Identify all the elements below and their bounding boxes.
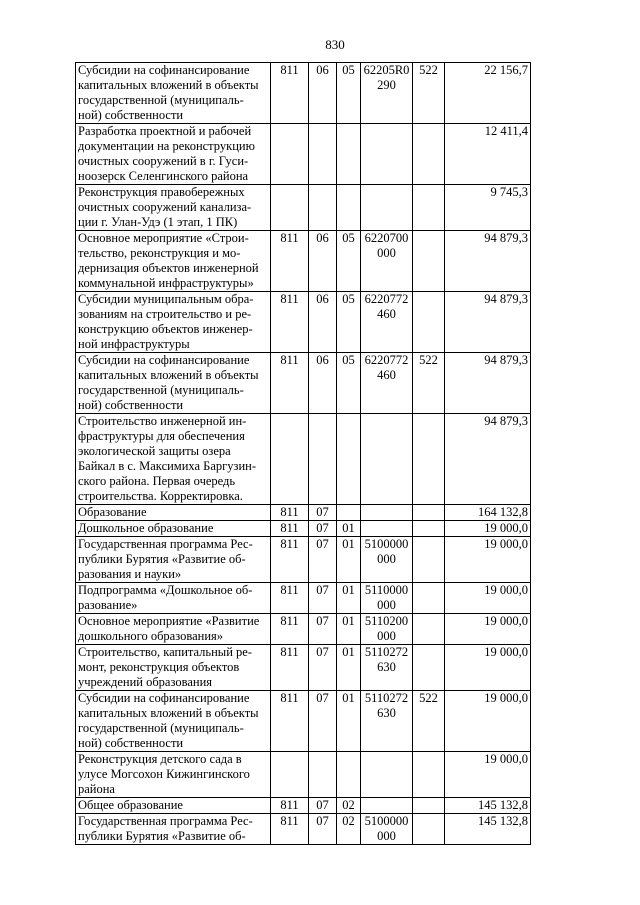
department-code	[271, 124, 309, 185]
table-row	[76, 798, 531, 814]
amount: 94 879,3	[445, 292, 531, 353]
amount: 22 156,7	[445, 63, 531, 124]
subsection-code: 05	[337, 63, 361, 124]
section-code: 07	[309, 691, 337, 752]
expense-type-code	[413, 537, 445, 583]
expense-type-code: 522	[413, 63, 445, 124]
program-code: 5110000 000	[361, 583, 413, 614]
program-code	[361, 521, 413, 537]
section-code: 07	[309, 614, 337, 645]
program-code: 5100000 000	[361, 814, 413, 845]
item-name: Государственная программа Рес- публики Бурятия «Развитие об-	[76, 814, 271, 845]
section-code: 06	[309, 292, 337, 353]
subsection-code: 01	[337, 645, 361, 691]
section-code: 07	[309, 814, 337, 845]
department-code: 811	[271, 521, 309, 537]
subsection-code: 01	[337, 537, 361, 583]
section-code: 07	[309, 645, 337, 691]
section-code: 07	[309, 505, 337, 521]
department-code: 811	[271, 614, 309, 645]
expense-type-code	[413, 614, 445, 645]
item-name: Дошкольное образование	[76, 521, 271, 537]
section-code	[309, 185, 337, 231]
subsection-code: 01	[337, 583, 361, 614]
expense-type-code	[413, 231, 445, 292]
expense-type-code	[413, 645, 445, 691]
amount: 164 132,8	[445, 505, 531, 521]
department-code: 811	[271, 505, 309, 521]
section-code: 07	[309, 583, 337, 614]
expense-type-code	[413, 798, 445, 814]
subsection-code: 01	[337, 521, 361, 537]
subsection-code	[337, 414, 361, 505]
table-row	[76, 63, 531, 124]
item-name: Субсидии на софинансирование капитальных вложений в объекты государственной (муниципаль- ной) собственности	[76, 353, 271, 414]
department-code: 811	[271, 691, 309, 752]
amount: 94 879,3	[445, 353, 531, 414]
program-code: 6220772 460	[361, 292, 413, 353]
program-code: 5110200 000	[361, 614, 413, 645]
table-row	[76, 185, 531, 231]
program-code	[361, 505, 413, 521]
section-code: 07	[309, 521, 337, 537]
table-row	[76, 752, 531, 798]
program-code	[361, 752, 413, 798]
program-code: 5100000 000	[361, 537, 413, 583]
subsection-code	[337, 185, 361, 231]
amount: 19 000,0	[445, 537, 531, 583]
amount: 12 411,4	[445, 124, 531, 185]
table-row	[76, 691, 531, 752]
item-name: Реконструкция детского сада в улусе Могсохон Кижингинского района	[76, 752, 271, 798]
department-code	[271, 185, 309, 231]
item-name: Основное мероприятие «Развитие дошкольного образования»	[76, 614, 271, 645]
item-name: Образование	[76, 505, 271, 521]
item-name: Строительство, капитальный ре- монт, реконструкция объектов учреждений образования	[76, 645, 271, 691]
item-name: Разработка проектной и рабочей документации на реконструкцию очистных сооружений в г. Гуси- ноозерск Селенгинского района	[76, 124, 271, 185]
section-code	[309, 124, 337, 185]
section-code: 07	[309, 537, 337, 583]
section-code: 06	[309, 63, 337, 124]
program-code: 6220700 000	[361, 231, 413, 292]
amount: 19 000,0	[445, 614, 531, 645]
item-name: Общее образование	[76, 798, 271, 814]
program-code: 62205R0 290	[361, 63, 413, 124]
item-name: Государственная программа Рес- публики Бурятия «Развитие об- разования и науки»	[76, 537, 271, 583]
program-code	[361, 124, 413, 185]
expense-type-code: 522	[413, 353, 445, 414]
table-row	[76, 231, 531, 292]
amount: 19 000,0	[445, 691, 531, 752]
amount: 19 000,0	[445, 521, 531, 537]
department-code: 811	[271, 63, 309, 124]
amount: 19 000,0	[445, 752, 531, 798]
department-code: 811	[271, 583, 309, 614]
expense-type-code	[413, 752, 445, 798]
expense-type-code	[413, 185, 445, 231]
item-name: Строительство инженерной ин- фраструктуры для обеспечения экологической защиты озера Байкал в с. Максимиха Баргузин- ского района. Первая очередь строительства. Корректировка.	[76, 414, 271, 505]
department-code: 811	[271, 292, 309, 353]
expense-type-code	[413, 814, 445, 845]
table-row	[76, 353, 531, 414]
program-code	[361, 798, 413, 814]
department-code: 811	[271, 537, 309, 583]
subsection-code: 05	[337, 292, 361, 353]
amount: 94 879,3	[445, 414, 531, 505]
subsection-code: 05	[337, 231, 361, 292]
subsection-code: 01	[337, 614, 361, 645]
budget-table	[75, 62, 531, 845]
table-row	[76, 505, 531, 521]
department-code	[271, 752, 309, 798]
program-code: 6220772 460	[361, 353, 413, 414]
item-name: Реконструкция правобережных очистных сооружений канализа- ции г. Улан-Удэ (1 этап, 1 ПК)	[76, 185, 271, 231]
section-code	[309, 752, 337, 798]
subsection-code: 01	[337, 691, 361, 752]
table-row	[76, 414, 531, 505]
expense-type-code	[413, 124, 445, 185]
section-code: 07	[309, 798, 337, 814]
subsection-code: 02	[337, 798, 361, 814]
table-row	[76, 645, 531, 691]
page-number: 830	[325, 37, 345, 52]
item-name: Субсидии на софинансирование капитальных вложений в объекты государственной (муниципаль- ной) собственности	[76, 691, 271, 752]
program-code	[361, 185, 413, 231]
subsection-code	[337, 505, 361, 521]
subsection-code	[337, 124, 361, 185]
amount: 94 879,3	[445, 231, 531, 292]
subsection-code	[337, 752, 361, 798]
amount: 9 745,3	[445, 185, 531, 231]
program-code	[361, 414, 413, 505]
expense-type-code	[413, 292, 445, 353]
item-name: Основное мероприятие «Строи- тельство, реконструкция и мо- дернизация объектов инженерной коммунальной инфраструктуры»	[76, 231, 271, 292]
table-row	[76, 583, 531, 614]
program-code: 5110272 630	[361, 645, 413, 691]
expense-type-code	[413, 583, 445, 614]
expense-type-code	[413, 414, 445, 505]
amount: 19 000,0	[445, 645, 531, 691]
department-code: 811	[271, 353, 309, 414]
item-name: Подпрограмма «Дошкольное об- разование»	[76, 583, 271, 614]
expense-type-code	[413, 505, 445, 521]
department-code	[271, 414, 309, 505]
table-row	[76, 537, 531, 583]
program-code: 5110272 630	[361, 691, 413, 752]
expense-type-code: 522	[413, 691, 445, 752]
subsection-code: 02	[337, 814, 361, 845]
section-code: 06	[309, 353, 337, 414]
amount: 145 132,8	[445, 814, 531, 845]
department-code: 811	[271, 798, 309, 814]
section-code: 06	[309, 231, 337, 292]
subsection-code: 05	[337, 353, 361, 414]
department-code: 811	[271, 814, 309, 845]
table-row	[76, 614, 531, 645]
expense-type-code	[413, 521, 445, 537]
section-code	[309, 414, 337, 505]
amount: 145 132,8	[445, 798, 531, 814]
department-code: 811	[271, 645, 309, 691]
table-row	[76, 814, 531, 845]
department-code: 811	[271, 231, 309, 292]
amount: 19 000,0	[445, 583, 531, 614]
table-row	[76, 124, 531, 185]
table-row	[76, 521, 531, 537]
item-name: Субсидии на софинансирование капитальных вложений в объекты государственной (муниципаль- ной) собственности	[76, 63, 271, 124]
table-row	[76, 292, 531, 353]
item-name: Субсидии муниципальным обра- зованиям на строительство и ре- конструкцию объектов инженер- ной инфраструктуры	[76, 292, 271, 353]
